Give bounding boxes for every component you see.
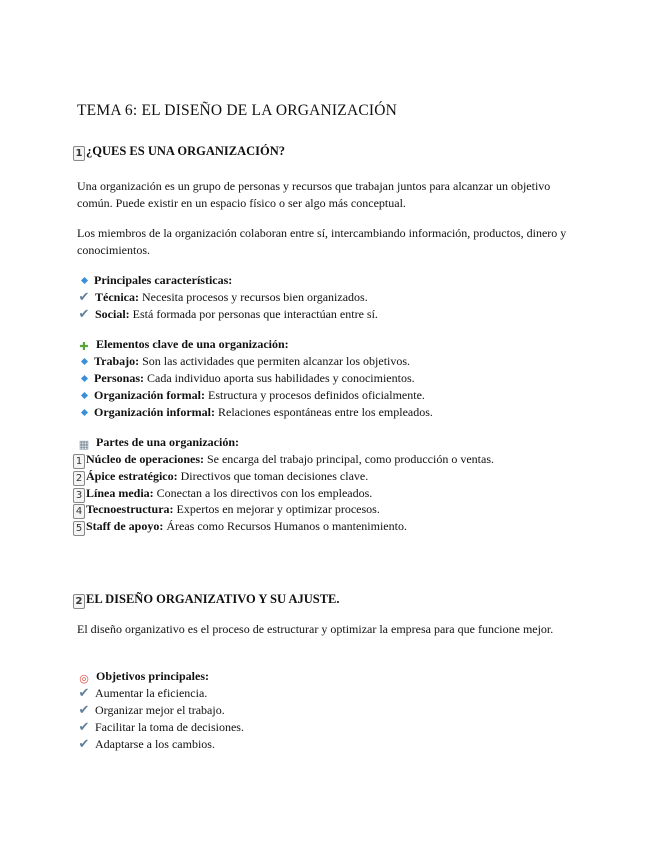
check-icon: ✔ [78, 703, 90, 718]
check-icon: ✔ [78, 720, 90, 735]
item-text: Cada individuo aporta sus habilidades y conocimientos. [144, 371, 415, 385]
item-label: Núcleo de operaciones: [86, 452, 204, 466]
design-paragraph: El diseño organizativo es el proceso de estructurar y optimizar la empresa para que funcione mejor. [77, 622, 554, 636]
item-text: Adaptarse a los cambios. [95, 737, 215, 751]
objectives-heading-text: Objetivos principales: [96, 669, 209, 683]
target-icon: ◎ [79, 672, 89, 685]
item-label: Línea media: [86, 486, 154, 500]
list-item [77, 387, 425, 403]
item-label: Organización informal: [94, 405, 215, 419]
section-2-heading [73, 592, 340, 609]
blue-diamond-icon [81, 358, 88, 365]
intro-paragraph-2: Los miembros de la organización colaboran entre sí, intercambiando información, productos, dinero y conocimientos. [77, 226, 567, 257]
item-text: Expertos en mejorar y optimizar procesos. [173, 502, 380, 516]
item-text: Se encarga del trabajo principal, como producción o ventas. [203, 452, 494, 466]
characteristics-heading-text: Principales características: [94, 273, 233, 287]
item-label: Trabajo: [94, 354, 140, 368]
item-text: Facilitar la toma de decisiones. [95, 720, 244, 734]
key-elements-heading-text: Elementos clave de una organización: [96, 337, 289, 351]
characteristics-heading [77, 272, 232, 288]
check-icon: ✔ [78, 307, 90, 322]
number-keycap-icon: 4 [73, 504, 85, 519]
list-item [77, 289, 368, 306]
item-label: Técnica: [95, 290, 139, 304]
number-2-keycap-icon: 2 [73, 594, 85, 609]
list-item [77, 736, 215, 753]
item-label: Organización formal: [94, 388, 205, 402]
item-text: Áreas como Recursos Humanos o mantenimiento. [163, 519, 407, 533]
item-text: Relaciones espontáneas entre los empleados. [214, 405, 433, 419]
list-item [77, 353, 410, 369]
list-item [77, 685, 207, 702]
blue-diamond-icon [81, 277, 88, 284]
parts-heading [77, 434, 239, 451]
check-icon: ✔ [78, 686, 90, 701]
list-item [77, 306, 378, 323]
blue-diamond-icon [81, 375, 88, 382]
item-text: Directivos que toman decisiones clave. [177, 469, 369, 483]
list-item [77, 702, 225, 719]
item-label: Staff de apoyo: [86, 519, 164, 533]
item-label: Ápice estratégico: [86, 469, 178, 483]
list-item [77, 370, 415, 386]
parts-heading-text: Partes de una organización: [96, 435, 239, 449]
item-text: Necesita procesos y recursos bien organizados. [139, 290, 368, 304]
check-icon: ✔ [78, 290, 90, 305]
number-keycap-icon: 2 [73, 471, 85, 486]
item-text: Son las actividades que permiten alcanzar los objetivos. [139, 354, 411, 368]
section-2-heading-text: EL DISEÑO ORGANIZATIVO Y SU AJUSTE. [86, 592, 340, 606]
number-keycap-icon: 1 [73, 454, 85, 469]
item-label: Personas: [94, 371, 144, 385]
number-keycap-icon: 3 [73, 488, 85, 503]
section-1-heading [73, 144, 285, 161]
list-item [73, 518, 407, 536]
objectives-heading [77, 668, 209, 685]
item-text: Conectan a los directivos con los empleados. [153, 486, 373, 500]
list-item [77, 404, 433, 420]
intro-paragraph-1: Una organización es un grupo de personas y recursos que trabajan juntos para alcanzar un objetivo común. Puede existir en un espacio físico o ser algo más conceptual. [77, 179, 551, 210]
item-label: Tecnoestructura: [86, 502, 174, 516]
list-item [73, 501, 380, 519]
item-text: Aumentar la eficiencia. [95, 686, 208, 700]
list-item [73, 468, 368, 486]
item-label: Social: [95, 307, 130, 321]
document-title: TEMA 6: EL DISEÑO DE LA ORGANIZACIÓN [77, 102, 398, 119]
blue-diamond-icon [81, 392, 88, 399]
key-elements-heading [77, 336, 289, 353]
item-text: Organizar mejor el trabajo. [95, 703, 225, 717]
number-keycap-icon: 5 [73, 521, 85, 536]
list-item [73, 451, 494, 469]
item-text: Está formada por personas que interactúan entre sí. [129, 307, 378, 321]
item-text: Estructura y procesos definidos oficialmente. [204, 388, 425, 402]
number-1-keycap-icon: 1 [73, 146, 85, 161]
blue-diamond-icon [81, 409, 88, 416]
section-1-heading-text: ¿QUES ES UNA ORGANIZACIÓN? [86, 144, 285, 158]
list-item [77, 719, 244, 736]
office-building-icon: ▦ [78, 438, 90, 451]
check-icon: ✔ [78, 737, 90, 752]
puzzle-icon: ✚ [79, 340, 89, 353]
